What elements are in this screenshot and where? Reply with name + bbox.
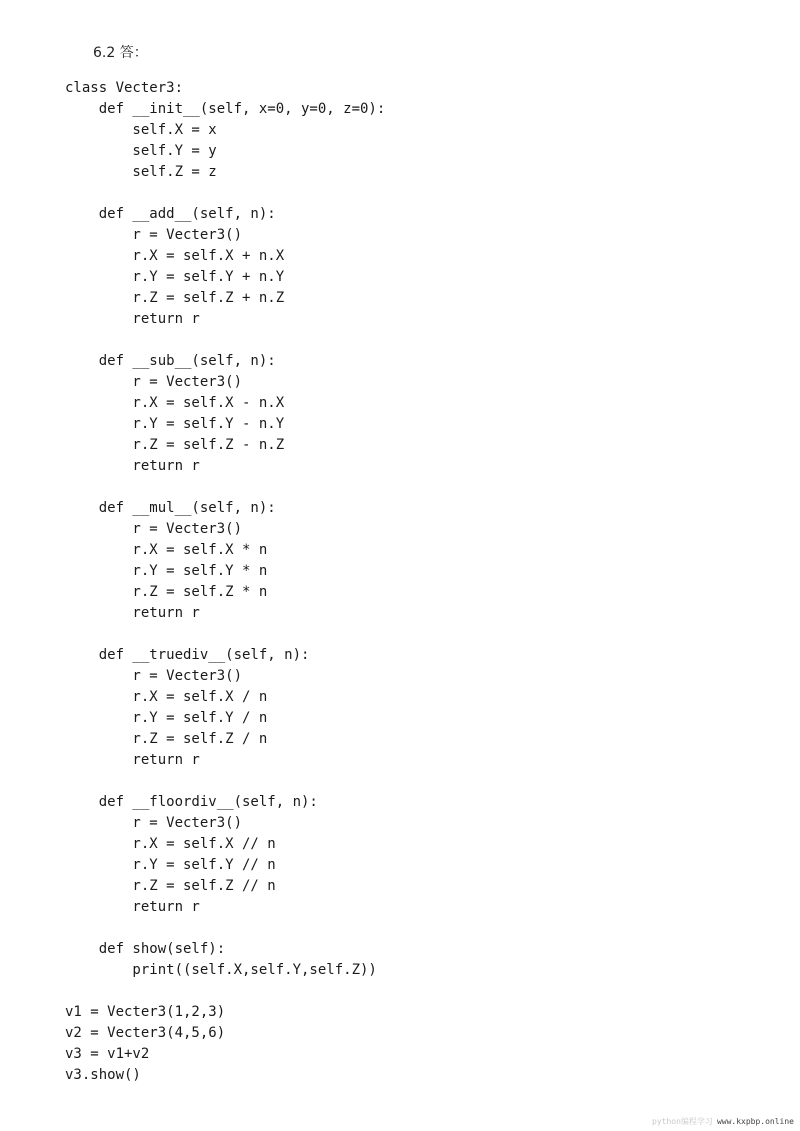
code-line: v2 = Vecter3(4,5,6) xyxy=(65,1025,226,1041)
code-line: def __mul__(self, n): xyxy=(65,500,276,516)
code-line: self.Z = z xyxy=(65,164,217,180)
watermark-faint-text: python编程学习 xyxy=(652,1117,713,1126)
code-line xyxy=(65,918,385,939)
code-line: r = Vecter3() xyxy=(65,227,243,243)
code-line: r.X = self.X + n.X xyxy=(65,248,285,264)
code-line: r = Vecter3() xyxy=(65,668,243,684)
code-line: v1 = Vecter3(1,2,3) xyxy=(65,1004,226,1020)
code-line: def __floordiv__(self, n): xyxy=(65,794,318,810)
code-line: r.Z = self.Z / n xyxy=(65,731,268,747)
code-line xyxy=(65,330,385,351)
code-line: r.X = self.X * n xyxy=(65,542,268,558)
code-line xyxy=(65,981,385,1002)
code-line: r.Y = self.Y // n xyxy=(65,857,276,873)
code-line xyxy=(65,477,385,498)
code-line xyxy=(65,771,385,792)
answer-heading: 6.2 答： xyxy=(93,45,148,61)
code-line xyxy=(65,183,385,204)
code-line: return r xyxy=(65,605,200,621)
code-line: def __truediv__(self, n): xyxy=(65,647,310,663)
code-line: class Vecter3: xyxy=(65,80,184,96)
code-line: v3.show() xyxy=(65,1067,141,1083)
code-block xyxy=(65,78,385,1086)
code-line: r = Vecter3() xyxy=(65,815,243,831)
code-line: def __sub__(self, n): xyxy=(65,353,276,369)
code-line xyxy=(65,624,385,645)
code-line: r = Vecter3() xyxy=(65,521,243,537)
code-line: r.X = self.X - n.X xyxy=(65,395,285,411)
code-line: r.Z = self.Z * n xyxy=(65,584,268,600)
code-line: r.Y = self.Y * n xyxy=(65,563,268,579)
code-line: return r xyxy=(65,899,200,915)
watermark-site-text: www.kxpbp.online xyxy=(716,1117,794,1126)
code-line: r.Y = self.Y + n.Y xyxy=(65,269,285,285)
code-line: r.Y = self.Y / n xyxy=(65,710,268,726)
code-line: def __add__(self, n): xyxy=(65,206,276,222)
code-line: r.Y = self.Y - n.Y xyxy=(65,416,285,432)
code-line: print((self.X,self.Y,self.Z)) xyxy=(65,962,377,978)
code-line: v3 = v1+v2 xyxy=(65,1046,150,1062)
code-line: def show(self): xyxy=(65,941,226,957)
code-line: return r xyxy=(65,752,200,768)
code-line: r = Vecter3() xyxy=(65,374,243,390)
code-line: r.X = self.X // n xyxy=(65,836,276,852)
code-line: def __init__(self, x=0, y=0, z=0): xyxy=(65,101,386,117)
code-line: self.X = x xyxy=(65,122,217,138)
code-line: self.Y = y xyxy=(65,143,217,159)
code-line: return r xyxy=(65,458,200,474)
code-line: r.X = self.X / n xyxy=(65,689,268,705)
code-line: r.Z = self.Z // n xyxy=(65,878,276,894)
code-line: r.Z = self.Z + n.Z xyxy=(65,290,285,306)
code-line: return r xyxy=(65,311,200,327)
code-line: r.Z = self.Z - n.Z xyxy=(65,437,285,453)
watermark xyxy=(652,1116,794,1127)
